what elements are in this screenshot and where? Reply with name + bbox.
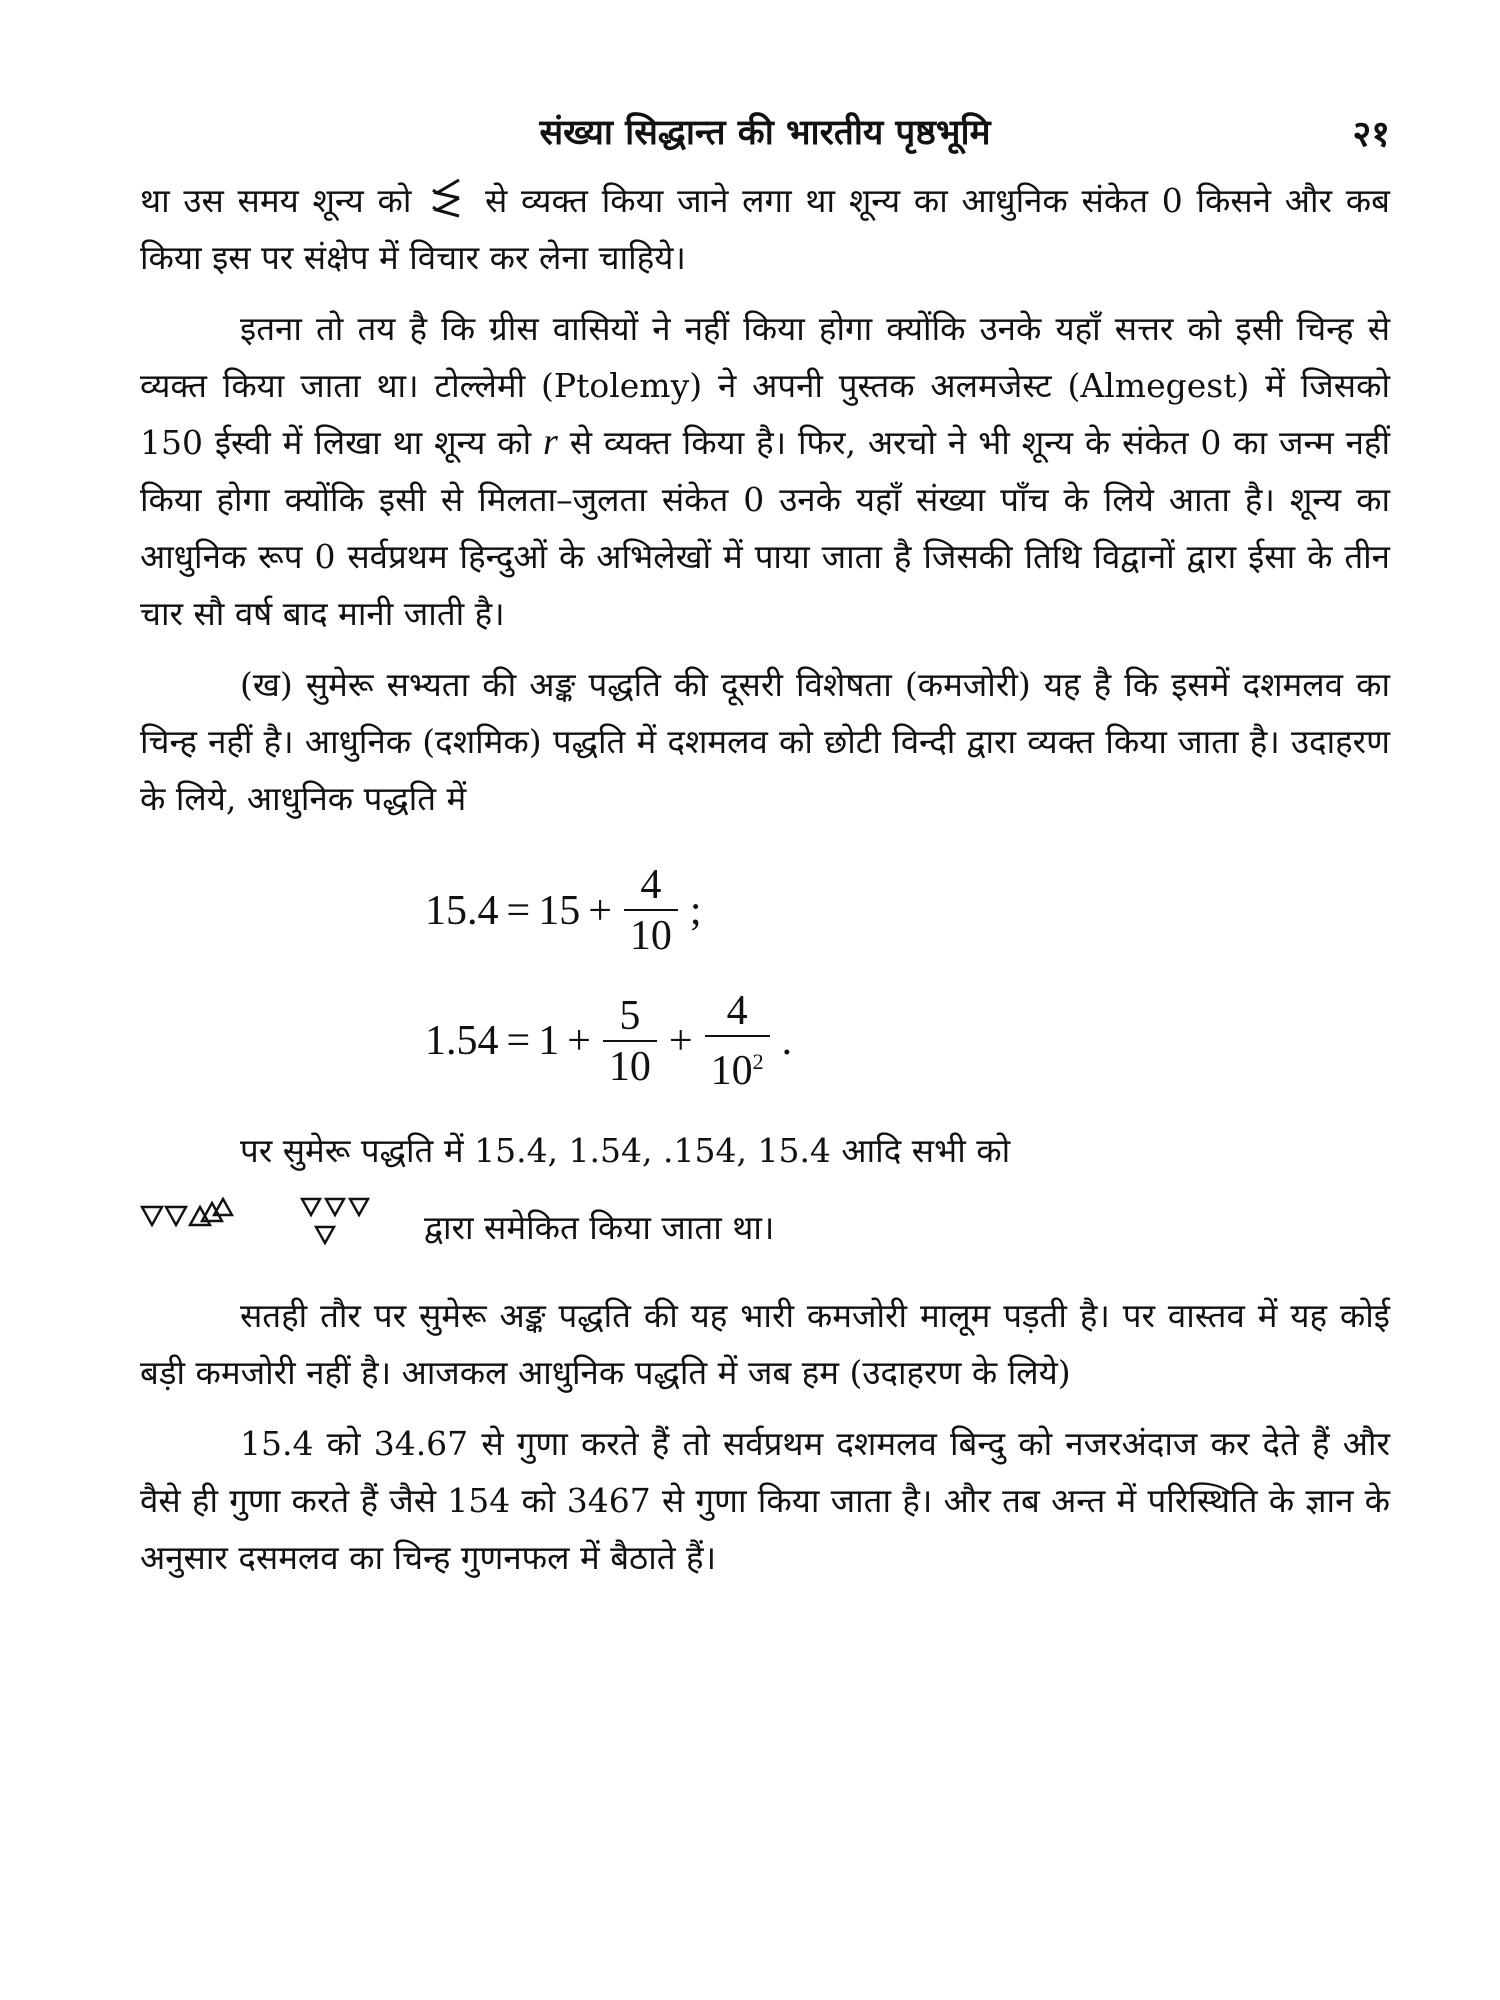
paragraph-3: (ख) सुमेरू सभ्यता की अङ्क पद्धति की दूसरी विशेषता (कमजोरी) यह है कि इसमें दशमलव का चिन्ह नहीं है। आधुनिक (दशमिक) पद्धति में दशमलव को छोटी विन्दी द्वारा व्यक्त किया जाता है। उदाहरण के लिये, आधुनिक पद्धति में (140, 665, 1390, 818)
formula-2-lhs: 1.54 (425, 1018, 499, 1064)
paragraph-7: 15.4 को 34.67 से गुणा करते हैं तो सर्वप्रथम दशमलव बिन्दु को नजरअंदाज कर देते हैं और वैसे ही गुणा करते हैं जैसे 154 को 3467 से गुणा किया जाता है। और तब अन्त में परिस्थिति के ज्ञान के अनुसार दसमलव का चिन्ह गुणनफल में बैठाते हैं। (140, 1424, 1390, 1577)
paragraph-1-text-a: था उस समय शून्य को (140, 181, 412, 220)
formula-1-fraction (624, 861, 678, 961)
paragraph-2 (140, 300, 1390, 642)
formula-2-denominator-2 (705, 1035, 770, 1096)
formula-1-end: ; (689, 887, 702, 934)
formula-1 (425, 861, 1390, 961)
formula-1-eq: = (506, 887, 531, 934)
formula-1-plus: + (588, 887, 612, 934)
page-number: २१ (1352, 113, 1390, 155)
formula-2 (425, 987, 1390, 1096)
paragraph-1 (140, 172, 1390, 286)
running-title: संख्या सिद्धान्त की भारतीय पृष्ठभूमि (539, 112, 991, 153)
formula-1-numerator: 4 (640, 862, 662, 908)
formula-2-numerator-2: 4 (726, 988, 748, 1034)
ptolemy-zero-symbol: r (543, 421, 558, 463)
formula-1-denominator: 10 (624, 909, 678, 961)
running-header (140, 104, 1390, 164)
paragraph-2-text-a: इतना तो तय है कि ग्रीस वासियों ने नहीं किया होगा क्योंकि उनके यहाँ सत्तर को इसी चिन्ह से व्यक्त किया जाता था। टोल्लेमी (Ptolemy) ने अपनी पुस्तक अलमजेस्ट (Almegest) में जिसको 150 ईस्वी में लिखा था शून्य को (140, 309, 1390, 462)
page-body (140, 172, 1390, 1600)
paragraph-5: द्वारा समेकित किया जाता था। (424, 1207, 775, 1247)
formula-2-plus-2: + (668, 1018, 693, 1064)
paragraph-6: सतही तौर पर सुमेरू अङ्क पद्धति की यह भारी कमजोरी मालूम पड़ती है। पर वास्तव में यह कोई बड़ी कमजोरी नहीं है। आजकल आधुनिक पद्धति में जब हम (उदाहरण के लिये) (140, 1296, 1390, 1392)
formula-2-term: 1 (538, 1018, 560, 1064)
formula-1-lhs: 15.4 (425, 887, 499, 934)
formula-2-fraction-1 (603, 992, 657, 1092)
formula-1-term: 15 (538, 887, 581, 934)
formula-2-fraction-2 (705, 987, 770, 1096)
formula-2-eq: = (506, 1018, 531, 1064)
cuneiform-numeral-icon (140, 1193, 410, 1261)
paragraph-1-text-b: से व्यक्त किया जाने लगा था शून्य का आधुनिक संकेत 0 किसने और कब किया इस पर संक्षेप में विचार कर लेना चाहिये। (140, 181, 1390, 277)
paragraph-2-text-b: से व्यक्त किया है। फिर, अरचो ने भी शून्य के संकेत 0 का जन्म नहीं किया होगा क्योंकि इसी से मिलता–जुलता संकेत 0 उनके यहाँ संख्या पाँच के लिये आता है। शून्य का आधुनिक रूप 0 सर्वप्रथम हिन्दुओं के अभिलेखों में पाया जाता है जिसकी तिथि विद्वानों द्वारा ईसा के तीन चार सौ वर्ष बाद मानी जाती है। (140, 423, 1390, 633)
formula-2-numerator-1: 5 (619, 992, 641, 1039)
babylonian-zero-icon (429, 176, 467, 220)
formula-2-end: . (781, 1018, 793, 1064)
cuneiform-line (140, 1193, 1390, 1261)
formula-2-plus-1: + (567, 1018, 591, 1064)
formula-2-den-base: 10 (710, 1048, 753, 1094)
paragraph-4: पर सुमेरू पद्धति में 15.4, 1.54, .154, 15.4 आदि सभी को (240, 1131, 1011, 1170)
formula-2-denominator-1: 10 (603, 1040, 657, 1092)
formula-2-den-exponent: 2 (752, 1049, 764, 1074)
